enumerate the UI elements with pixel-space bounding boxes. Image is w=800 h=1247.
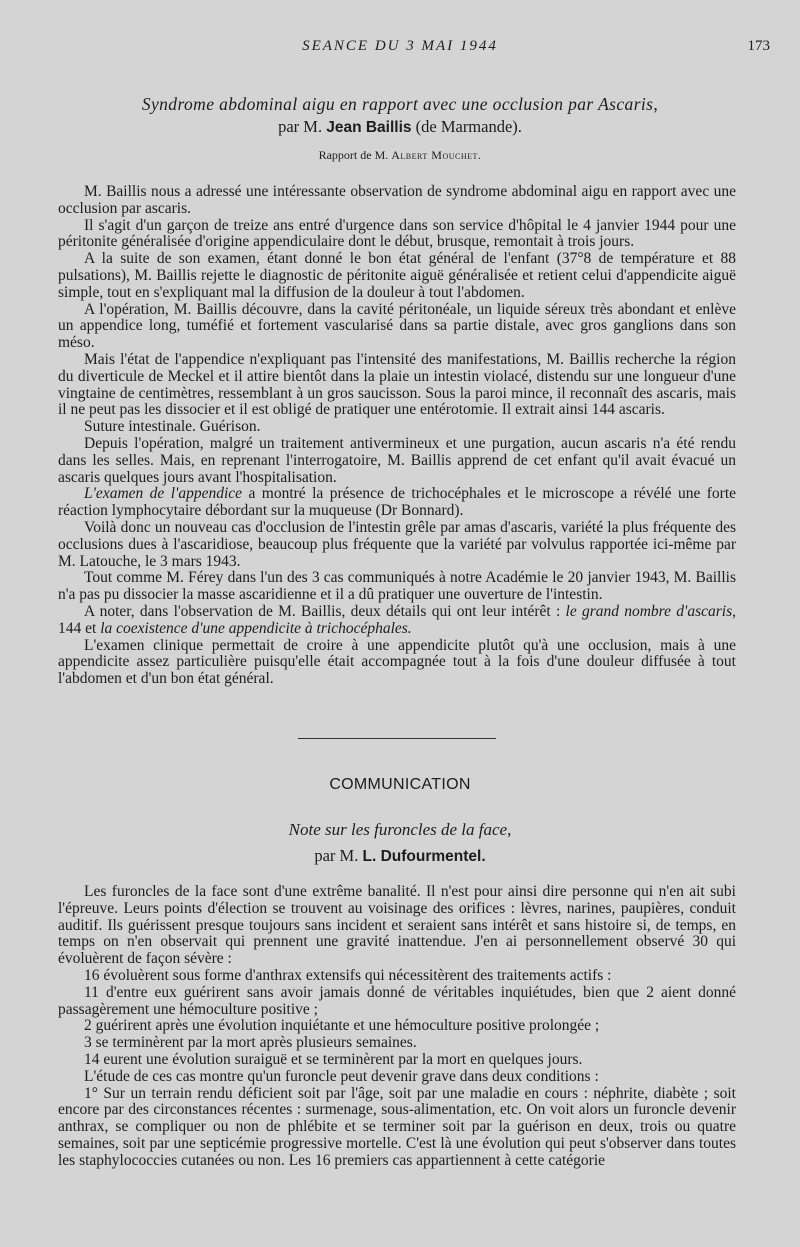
byline-prefix: par M. <box>314 846 359 865</box>
section-divider <box>298 738 496 739</box>
paragraph: Il s'agit d'un garçon de treize ans entré d'urgence dans son service d'hôpital le 4 janvier 1944 pour une péritonite généralisée d'origine appendiculaire dont le début, brusque, remontait à trois jours. <box>58 216 736 251</box>
running-header <box>0 38 800 60</box>
paragraph-noter <box>58 604 736 638</box>
paragraph-exam <box>58 486 736 520</box>
paragraph: 2 guérirent après une évolution inquiétante et une hémoculture positive prolongée ; <box>84 1017 600 1035</box>
report-prefix: Rapport de M. <box>318 148 389 162</box>
article-title: Syndrome abdominal aigu en rapport avec une occlusion par Ascaris, <box>141 94 659 114</box>
paragraph: A l'opération, M. Baillis découvre, dans la cavité péritonéale, un liquide séreux très abondant et enlève un appendice long, tuméfié et fortement vascularisé dans sa partie distale, avec gros ganglions dans son méso. <box>58 300 736 352</box>
paragraph: M. Baillis nous a adressé une intéressante observation de syndrome abdominal aigu en rapport avec une occlusion par ascaris. <box>58 183 736 217</box>
paragraph: A la suite de son examen, étant donné le bon état général de l'enfant (37°8 de température et 88 pulsations), M. Baillis rejette le diagnostic de péritonite aiguë généralisée et retient celui d'appendicite aiguë simple, tout en s'expliquant mal la diffusion de la douleur à tout l'abdomen. <box>58 250 736 301</box>
noter-italic-2: la coexistence d'une appendicite à trichocéphales. <box>100 619 412 637</box>
report-author: Albert Mouchet. <box>391 148 482 162</box>
exam-italic: L'examen de l'appendice <box>84 485 243 503</box>
note-title: Note sur les furoncles de la face, <box>288 820 512 839</box>
communication-body <box>58 884 736 1170</box>
article-byline <box>0 117 800 137</box>
article-body <box>58 184 736 688</box>
paragraph: Tout comme M. Férey dans l'un des 3 cas communiqués à notre Académie le 20 janvier 1943, M. Baillis n'a pas pu dissocier la masse ascaridienne et il a dû pratiquer une ouverture de l'intestin. <box>58 569 736 604</box>
byline-suffix: (de Marmande). <box>415 117 522 136</box>
noter-mid: 144 et <box>58 619 97 637</box>
paragraph: Mais l'état de l'appendice n'expliquant pas l'intensité des manifestations, M. Baillis recherche la région du diverticule de Meckel et il attire bientôt dans la plaie un intestin violacé, distendu sur une longueur d'une vingtaine de centimètres, ressemblant à un gros saucisson. Sous la paroi mince, il reconnaît des ascaris, mais il ne peut pas les dissocier et il est obligé de pratiquer une entérotomie. Il extrait ainsi 144 ascaris. <box>58 350 736 419</box>
note-byline <box>0 846 800 866</box>
paragraph: 16 évoluèrent sous forme d'anthrax extensifs qui nécessitèrent des traitements actifs : <box>84 966 612 984</box>
paragraph: 1° Sur un terrain rendu déficient soit par l'âge, soit par une maladie en cours : néphrite, diabète ; soit encore par des circonstances récentes : surmenage, sous-alimentation, etc. On voit alors un furoncle devenir anthrax, se compliquer ou non de phlébite et se terminer soit par la guérison en deux, trois ou quatre semaines, soit par une septicémie progressive mortelle. C'est là une évolution qui peut s'observer dans toutes les staphylococcies cutanées ou non. Les 16 premiers cas appartiennent à cette catégorie <box>58 1084 736 1169</box>
paragraph: L'examen clinique permettait de croire à une appendicite plutôt qu'à une occlusion, mais à une appendicite assez particulière puisqu'elle était accompagnée tout à la fois d'une douleur diffusée à tout l'abdomen et d'un bon état général. <box>58 636 736 688</box>
paragraph: 14 eurent une évolution suraiguë et se terminèrent par la mort en quelques jours. <box>84 1050 583 1068</box>
note-author: L. Dufourmentel. <box>362 848 486 865</box>
noter-text: A noter, dans l'observation de M. Baillis, deux détails qui ont leur intérêt : <box>84 602 561 620</box>
exam-rest: a montré la présence de trichocéphales et le microscope a révélé une forte réaction lymphocytaire débordant sur la muqueuse (Dr Bonnard). <box>58 485 737 520</box>
paragraph: 3 se terminèrent par la mort après plusieurs semaines. <box>84 1034 417 1052</box>
paragraph: L'étude de ces cas montre qu'un furoncle peut devenir grave dans deux conditions : <box>84 1067 599 1085</box>
paragraph: Les furoncles de la face sont d'une extrême banalité. Il n'est pour ainsi dire personne qui n'en ait subi l'épreuve. Leurs points d'élection se trouvent au voisinage des orifices : lèvres, narines, paupières, conduit auditif. Ils guérissent presque toujours sans incident et seraient sans intérêt et sans histoire si, de temps, en temps on n'en observait qui prennent une gravité inattendue. J'en ai personnellement observé 30 qui évoluèrent de façon sévère : <box>58 883 736 968</box>
paragraph: 11 d'entre eux guérirent sans avoir jamais donné de véritables inquiétudes, bien que 2 aient donné passagèrement une hémoculture positive ; <box>58 983 736 1018</box>
paragraph: Depuis l'opération, malgré un traitement antivermineux et une purgation, aucun ascaris n'a été rendu dans les selles. Mais, en reprenant l'interrogatoire, M. Baillis apprend de cet enfant qu'il avait évacué un ascaris quelques jours avant l'hospitalisation. <box>58 434 736 486</box>
article-author: Jean Baillis <box>326 119 412 136</box>
report-line <box>0 148 800 163</box>
noter-italic-1: le grand nombre d'ascaris, <box>565 602 736 620</box>
paragraph: Voilà donc un nouveau cas d'occlusion de l'intestin grêle par amas d'ascaris, variété la plus fréquente des occlusions dues à l'ascaridiose, beaucoup plus fréquente que la variété par volvulus rapportée ici-même par M. Latouche, le 3 mars 1943. <box>58 518 736 570</box>
page-number: 173 <box>747 38 770 54</box>
byline-prefix: par M. <box>278 117 323 136</box>
running-title: SEANCE DU 3 MAI 1944 <box>302 38 498 54</box>
paragraph: Suture intestinale. Guérison. <box>84 418 261 436</box>
section-heading: COMMUNICATION <box>329 776 471 793</box>
